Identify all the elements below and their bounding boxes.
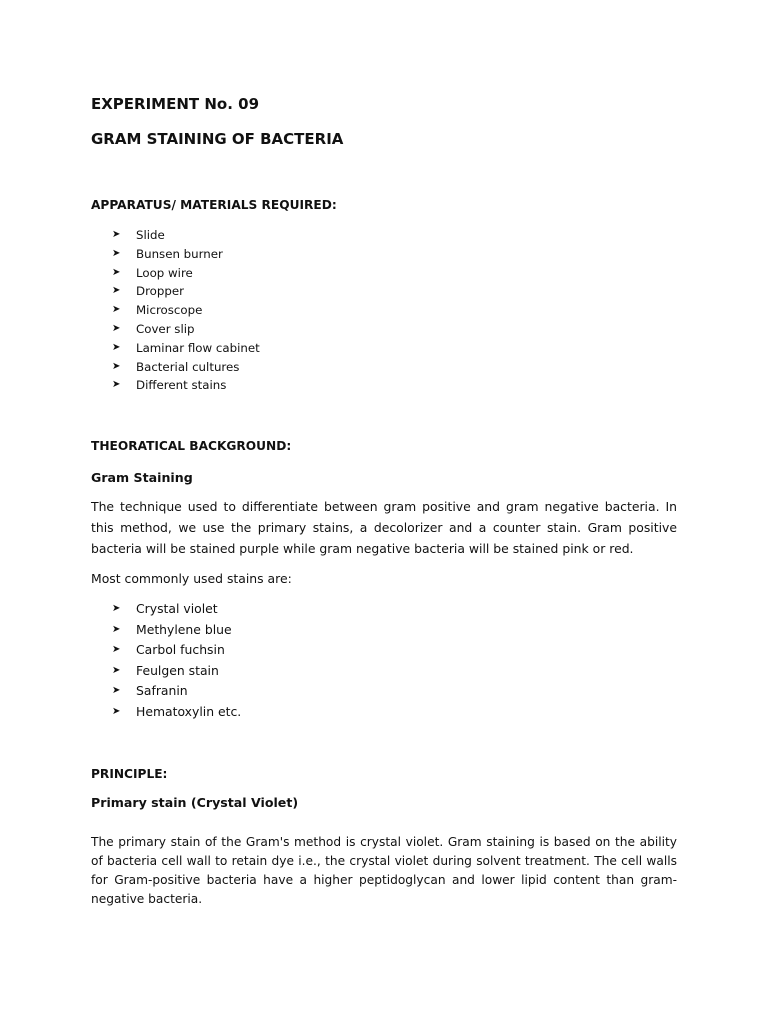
arrowhead-bullet-icon: ➤ (112, 285, 121, 297)
list-item-label: Microscope (136, 303, 203, 318)
list-item (112, 358, 260, 377)
list-item (112, 376, 260, 395)
list-item (112, 245, 260, 264)
list-item (112, 620, 241, 641)
stains-intro: Most commonly used stains are: (91, 571, 292, 586)
experiment-subtitle: GRAM STAINING OF BACTERIA (91, 130, 344, 148)
arrowhead-bullet-icon: ➤ (112, 247, 121, 259)
apparatus-heading: APPARATUS/ MATERIALS REQUIRED: (91, 198, 337, 212)
list-item (112, 681, 241, 702)
list-item (112, 339, 260, 358)
list-item-label: Carbol fuchsin (136, 642, 225, 657)
list-item (112, 264, 260, 283)
list-item (112, 661, 241, 682)
arrowhead-bullet-icon: ➤ (112, 229, 121, 240)
list-item (112, 282, 260, 301)
arrowhead-bullet-icon: ➤ (112, 705, 121, 717)
arrowhead-bullet-icon: ➤ (112, 644, 121, 655)
list-item (112, 301, 260, 320)
list-item-label: Bacterial cultures (136, 359, 240, 374)
list-item-label: Hematoxylin etc. (136, 703, 242, 719)
arrowhead-bullet-icon: ➤ (112, 304, 121, 316)
list-item-label: Safranin (136, 683, 188, 698)
list-item-label: Laminar flow cabinet (136, 340, 260, 355)
list-item-label: Different stains (136, 378, 227, 393)
materials-list (112, 226, 260, 395)
list-item-label: Methylene blue (136, 621, 232, 637)
arrowhead-bullet-icon: ➤ (112, 603, 121, 614)
primary-stain-subheading: Primary stain (Crystal Violet) (91, 795, 299, 810)
arrowhead-bullet-icon: ➤ (112, 623, 121, 635)
principle-heading: PRINCIPLE: (91, 767, 168, 781)
arrowhead-bullet-icon: ➤ (112, 664, 121, 676)
principle-paragraph: The primary stain of the Gram's method is crystal violet. Gram staining is based on the ability of bacteria cell wall to retain dye i.e., the crystal violet during solvent treatment. The cell walls for Gram-positive bacteria have a higher peptidoglycan and lower lipid content than gram-negative bacteria. (91, 835, 677, 906)
arrowhead-bullet-icon: ➤ (112, 379, 121, 391)
stains-list (112, 599, 241, 722)
arrowhead-bullet-icon: ➤ (112, 322, 121, 334)
list-item (112, 226, 260, 245)
list-item-label: Cover slip (136, 321, 195, 336)
arrowhead-bullet-icon: ➤ (112, 685, 121, 696)
list-item-label: Feulgen stain (136, 662, 219, 678)
list-item (112, 320, 260, 339)
list-item (112, 599, 241, 620)
arrowhead-bullet-icon: ➤ (112, 266, 121, 278)
arrowhead-bullet-icon: ➤ (112, 360, 121, 372)
theory-paragraph: The technique used to differentiate between gram positive and gram negative bacteria. In this method, we use the primary stains, a decolorizer and a counter stain. Gram positive bacteria will be stained purple while gram negative bacteria will be stained pink or red. (91, 499, 677, 556)
list-item (112, 702, 241, 723)
list-item-label: Bunsen burner (136, 246, 223, 261)
list-item-label: Dropper (136, 284, 184, 299)
experiment-title: EXPERIMENT No. 09 (91, 95, 260, 113)
theory-heading: THEORATICAL BACKGROUND: (91, 439, 292, 453)
list-item-label: Loop wire (136, 265, 193, 280)
list-item-label: Slide (136, 228, 165, 242)
list-item-label: Crystal violet (136, 601, 218, 616)
arrowhead-bullet-icon: ➤ (112, 341, 121, 353)
list-item (112, 640, 241, 661)
gram-staining-subheading: Gram Staining (91, 470, 193, 485)
